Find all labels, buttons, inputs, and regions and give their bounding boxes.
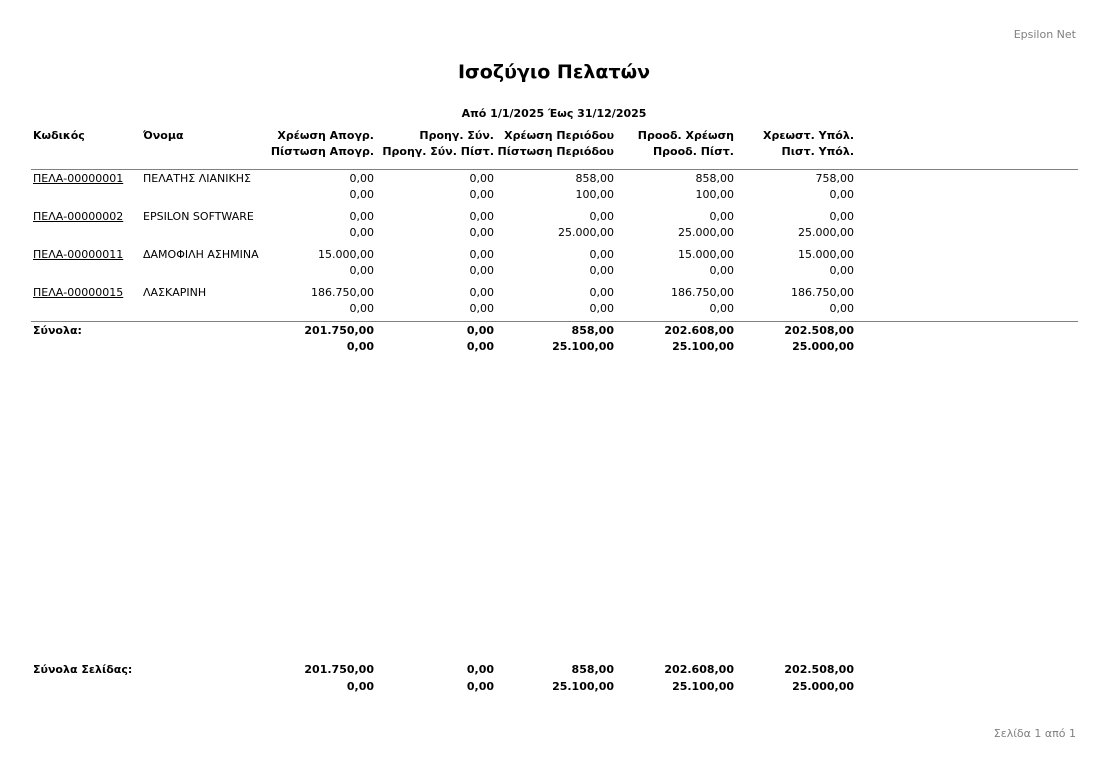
report-title: Ισοζύγιο Πελατών bbox=[457, 61, 651, 83]
col-header-inventory-debit: Χρέωση Απογρ. bbox=[277, 129, 374, 142]
value-cell: 0,00 bbox=[829, 302, 854, 315]
value-cell: 0,00 bbox=[709, 210, 734, 223]
value-cell: 0,00 bbox=[709, 302, 734, 315]
value-cell: 0,00 bbox=[469, 302, 494, 315]
value-cell: 15.000,00 bbox=[798, 248, 854, 261]
value-cell: 0,00 bbox=[589, 302, 614, 315]
value-cell: 758,00 bbox=[815, 172, 854, 185]
value-cell: 0,00 bbox=[469, 210, 494, 223]
value-cell: 0,00 bbox=[589, 210, 614, 223]
value-cell: 0,00 bbox=[469, 188, 494, 201]
page-total-cell: 25.000,00 bbox=[792, 680, 854, 693]
value-cell: 186.750,00 bbox=[791, 286, 854, 299]
col-header-period-credit: Πίστωση Περιόδου bbox=[497, 145, 614, 158]
value-cell: 25.000,00 bbox=[798, 226, 854, 239]
total-cell: 202.608,00 bbox=[664, 324, 734, 337]
col-header-prev-total-credit: Προηγ. Σύν. Πίστ. bbox=[382, 145, 494, 158]
col-header-code: Κωδικός bbox=[33, 129, 85, 142]
customer-name: ΠΕΛΑΤΗΣ ΛΙΑΝΙΚΗΣ bbox=[143, 172, 251, 185]
page-total-cell: 25.100,00 bbox=[552, 680, 614, 693]
page-total-cell: 202.508,00 bbox=[784, 663, 854, 676]
brand-label: Epsilon Net bbox=[1013, 28, 1076, 41]
col-header-prev-total: Προηγ. Σύν. bbox=[419, 129, 494, 142]
value-cell: 0,00 bbox=[589, 248, 614, 261]
value-cell: 0,00 bbox=[469, 248, 494, 261]
value-cell: 0,00 bbox=[829, 264, 854, 277]
page-total-cell: 202.608,00 bbox=[664, 663, 734, 676]
total-cell: 0,00 bbox=[466, 324, 494, 337]
col-header-inventory-credit: Πίστωση Απογρ. bbox=[270, 145, 374, 158]
customer-code-link[interactable]: ΠΕΛΑ-00000001 bbox=[33, 172, 124, 185]
total-cell: 0,00 bbox=[466, 340, 494, 353]
value-cell: 0,00 bbox=[589, 264, 614, 277]
customer-code-link[interactable]: ΠΕΛΑ-00000011 bbox=[33, 248, 124, 261]
col-header-cumulative-debit: Προοδ. Χρέωση bbox=[637, 129, 734, 142]
value-cell: 0,00 bbox=[829, 188, 854, 201]
customer-name: EPSILON SOFTWARE bbox=[143, 210, 254, 223]
value-cell: 15.000,00 bbox=[678, 248, 734, 261]
customer-name: ΛΑΣΚΑΡΙΝΗ bbox=[143, 286, 207, 299]
value-cell: 25.000,00 bbox=[678, 226, 734, 239]
total-cell: 858,00 bbox=[571, 324, 614, 337]
value-cell: 100,00 bbox=[695, 188, 734, 201]
value-cell: 858,00 bbox=[575, 172, 614, 185]
page-number: Σελίδα 1 από 1 bbox=[993, 727, 1076, 740]
value-cell: 0,00 bbox=[349, 210, 374, 223]
page-total-cell: 0,00 bbox=[346, 680, 374, 693]
page-total-cell: 0,00 bbox=[466, 663, 494, 676]
value-cell: 15.000,00 bbox=[318, 248, 374, 261]
customer-name: ΔΑΜΟΦΙΛΗ ΑΣΗΜΙΝΑ bbox=[143, 248, 259, 261]
value-cell: 0,00 bbox=[349, 172, 374, 185]
value-cell: 0,00 bbox=[469, 172, 494, 185]
total-cell: 0,00 bbox=[346, 340, 374, 353]
page-totals-label: Σύνολα Σελίδας: bbox=[33, 663, 133, 676]
customer-code-link[interactable]: ΠΕΛΑ-00000002 bbox=[33, 210, 124, 223]
col-header-name: Όνομα bbox=[143, 129, 184, 142]
page-total-cell: 0,00 bbox=[466, 680, 494, 693]
value-cell: 100,00 bbox=[575, 188, 614, 201]
col-header-debit-balance: Χρεωστ. Υπόλ. bbox=[763, 129, 854, 142]
value-cell: 186.750,00 bbox=[671, 286, 734, 299]
total-cell: 25.000,00 bbox=[792, 340, 854, 353]
value-cell: 0,00 bbox=[349, 302, 374, 315]
value-cell: 0,00 bbox=[469, 226, 494, 239]
total-cell: 201.750,00 bbox=[304, 324, 374, 337]
col-header-credit-balance: Πιστ. Υπόλ. bbox=[781, 145, 854, 158]
value-cell: 0,00 bbox=[469, 264, 494, 277]
page-total-cell: 25.100,00 bbox=[672, 680, 734, 693]
page-total-cell: 201.750,00 bbox=[304, 663, 374, 676]
value-cell: 0,00 bbox=[349, 188, 374, 201]
total-cell: 25.100,00 bbox=[672, 340, 734, 353]
header-divider bbox=[31, 169, 1078, 170]
value-cell: 0,00 bbox=[349, 264, 374, 277]
total-cell: 202.508,00 bbox=[784, 324, 854, 337]
col-header-period-debit: Χρέωση Περιόδου bbox=[504, 129, 614, 142]
value-cell: 0,00 bbox=[349, 226, 374, 239]
value-cell: 0,00 bbox=[469, 286, 494, 299]
col-header-cumulative-credit: Προοδ. Πίστ. bbox=[652, 145, 734, 158]
totals-divider bbox=[31, 321, 1078, 322]
value-cell: 0,00 bbox=[829, 210, 854, 223]
value-cell: 858,00 bbox=[695, 172, 734, 185]
value-cell: 0,00 bbox=[589, 286, 614, 299]
totals-label: Σύνολα: bbox=[33, 324, 82, 337]
value-cell: 0,00 bbox=[709, 264, 734, 277]
page-total-cell: 858,00 bbox=[571, 663, 614, 676]
value-cell: 186.750,00 bbox=[311, 286, 374, 299]
total-cell: 25.100,00 bbox=[552, 340, 614, 353]
customer-code-link[interactable]: ΠΕΛΑ-00000015 bbox=[33, 286, 124, 299]
value-cell: 25.000,00 bbox=[558, 226, 614, 239]
report-period: Από 1/1/2025 Έως 31/12/2025 bbox=[461, 107, 647, 120]
